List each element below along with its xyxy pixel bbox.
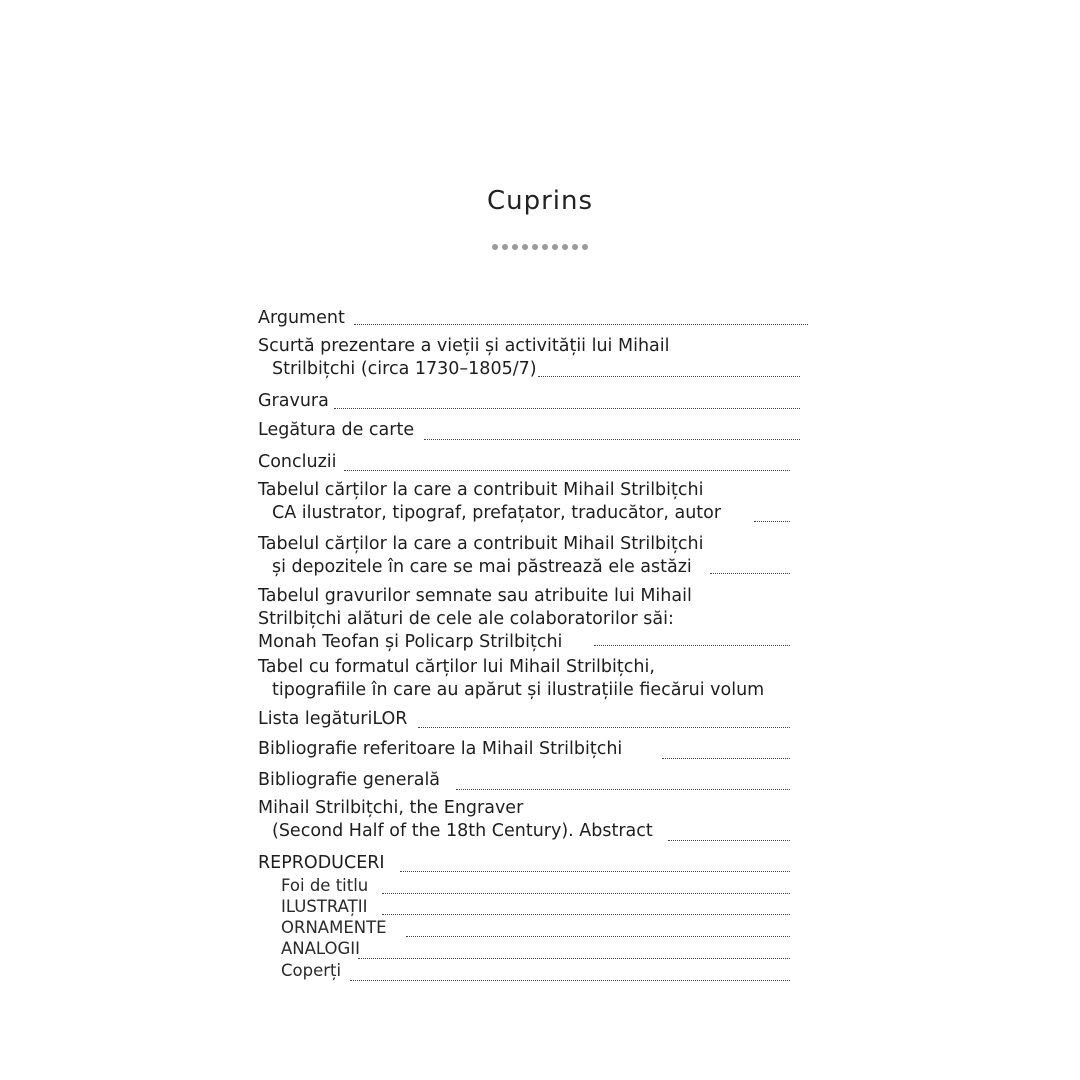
dot-leader xyxy=(662,758,790,759)
dot-leader xyxy=(354,324,808,325)
toc-entry-line: Tabel cu formatul cărților lui Mihail Strilbițchi, xyxy=(258,657,655,677)
toc-entry-legatura[interactable] xyxy=(258,419,414,442)
toc-subentry-analogies[interactable] xyxy=(258,938,360,960)
dot-leader xyxy=(456,789,790,790)
toc-entry-line: REPRODUCERI xyxy=(258,853,385,873)
toc-entry-line: Tabelul cărților la care a contribuit Mihail Strilbițchi xyxy=(258,534,704,554)
dot-leader xyxy=(406,936,790,937)
toc-entry-line: Scurtă prezentare a vieții și activității lui Mihail xyxy=(258,336,670,356)
dot-leader xyxy=(668,840,790,841)
toc-entry-line: CA ilustrator, tipograf, prefațator, traducător, autor xyxy=(272,503,722,523)
dot-leader xyxy=(754,521,790,522)
toc-subentry-illustrations[interactable] xyxy=(258,896,367,918)
toc-entry-line: (Second Half of the 18th Century). Abstract xyxy=(272,821,653,841)
page-title: Cuprins xyxy=(486,186,594,216)
dot-leader xyxy=(710,573,790,574)
toc-entry-abstract[interactable] xyxy=(258,797,653,843)
dot-leader xyxy=(350,980,790,981)
toc-entry-table-depositories[interactable] xyxy=(258,533,703,579)
dot-leader xyxy=(382,893,790,894)
dot-leader xyxy=(424,439,800,440)
toc-entry-line: Legătura de carte xyxy=(258,420,415,440)
toc-subentry-covers[interactable] xyxy=(258,960,341,982)
toc-subentry-label: ILUSTRAȚII xyxy=(281,897,368,916)
toc-entry-bibliography-general[interactable] xyxy=(258,769,440,792)
toc-entry-bindings-list[interactable] xyxy=(258,708,407,731)
dot-leader xyxy=(358,958,790,959)
toc-entry-line: Tabelul cărților la care a contribuit Mihail Strilbițchi xyxy=(258,480,704,500)
toc-subentry-label: ORNAMENTE xyxy=(281,918,387,937)
dot-leader xyxy=(344,470,790,471)
toc-entry-line: Bibliografie referitoare la Mihail Strilbițchi xyxy=(258,739,623,759)
toc-entry-line: tipografiile în care au apărut și ilustrațiile fiecărui volum xyxy=(272,680,765,700)
toc-subentry-title-pages[interactable] xyxy=(258,875,368,897)
toc-entry-line: și depozitele în care se mai păstrează ele astăzi xyxy=(272,557,692,577)
toc-entry-gravura[interactable] xyxy=(258,390,329,413)
toc-entry-line: Gravura xyxy=(258,391,329,411)
toc-entry-argument[interactable] xyxy=(258,307,345,330)
toc-subentry-label: Foi de titlu xyxy=(281,876,369,895)
table-of-contents xyxy=(258,0,818,1080)
dot-leader xyxy=(594,645,790,646)
toc-entry-table-formats[interactable] xyxy=(258,656,764,702)
toc-entry-bibliography-specific[interactable] xyxy=(258,738,622,761)
dot-leader xyxy=(418,727,790,728)
toc-entry-line: Concluzii xyxy=(258,452,337,472)
toc-entry-line: Tabelul gravurilor semnate sau atribuite lui Mihail xyxy=(258,586,692,606)
toc-entry-line: Monah Teofan și Policarp Strilbițchi xyxy=(258,632,563,652)
toc-entry-table-contributions[interactable] xyxy=(258,479,721,525)
dot-leader xyxy=(334,408,800,409)
toc-entry-line: Argument xyxy=(258,308,345,328)
toc-subentry-ornaments[interactable] xyxy=(258,917,387,939)
toc-subentry-label: ANALOGII xyxy=(281,939,361,958)
dot-leader xyxy=(400,871,790,872)
dot-leader xyxy=(382,914,790,915)
toc-entry-line: Strilbițchi alături de cele ale colaboratorilor săi: xyxy=(258,609,674,629)
toc-entry-concluzii[interactable] xyxy=(258,451,337,474)
toc-entry-line: Bibliografie generală xyxy=(258,770,441,790)
toc-entry-biography[interactable] xyxy=(258,335,669,381)
dot-leader xyxy=(538,376,800,377)
toc-entry-table-engravings[interactable] xyxy=(258,585,692,654)
toc-entry-line: Strilbițchi (circa 1730–1805/7) xyxy=(272,359,537,379)
toc-entry-line: Lista legăturiLOR xyxy=(258,709,408,729)
toc-subentry-label: Coperți xyxy=(281,961,342,980)
toc-entry-line: Mihail Strilbițchi, the Engraver xyxy=(258,798,524,818)
toc-entry-reproductions[interactable] xyxy=(258,852,385,875)
